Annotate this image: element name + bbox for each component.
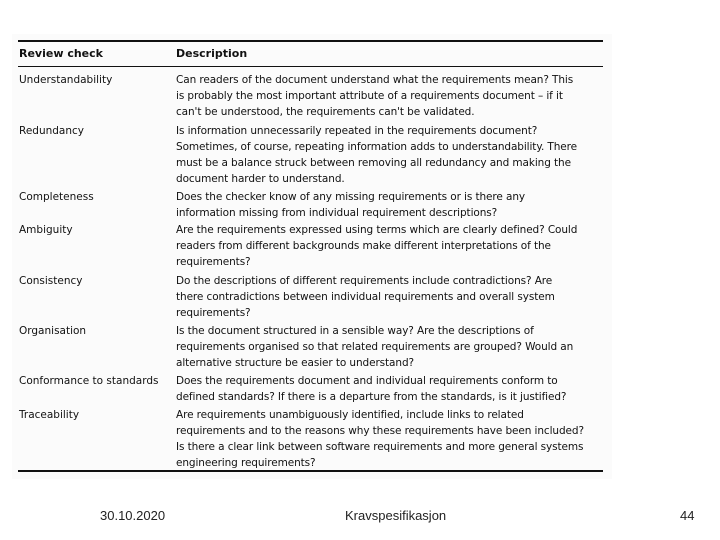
description-line: requirements? <box>176 256 251 268</box>
review-check-name: Completeness <box>19 191 94 203</box>
page-number: 44 <box>680 508 695 523</box>
description-line: Sometimes, of course, repeating information adds to understandability. There <box>176 141 577 153</box>
review-check-description <box>176 273 555 321</box>
review-check-description <box>176 72 573 120</box>
description-line: Is there a clear link between software requirements and more general systems <box>176 441 584 453</box>
header-rule <box>18 66 603 67</box>
review-check-name: Ambiguity <box>19 224 73 236</box>
description-line: Is the document structured in a sensible way? Are the descriptions of <box>176 325 534 337</box>
review-check-description <box>176 407 584 471</box>
description-line: information missing from individual requirement descriptions? <box>176 207 498 219</box>
description-line: requirements organised so that related requirements are grouped? Would an <box>176 341 574 353</box>
review-check-name: Conformance to standards <box>19 375 159 387</box>
description-line: Does the checker know of any missing requirements or is there any <box>176 191 525 203</box>
description-line: Are the requirements expressed using terms which are clearly defined? Could <box>176 224 578 236</box>
review-check-name: Understandability <box>19 74 113 86</box>
description-line: readers from different backgrounds make different interpretations of the <box>176 240 551 252</box>
description-line: requirements and to the reasons why these requirements have been included? <box>176 425 584 437</box>
review-check-description <box>176 123 577 187</box>
review-check-description <box>176 323 573 371</box>
review-check-name: Consistency <box>19 275 83 287</box>
description-line: defined standards? If there is a departure from the standards, is it justified? <box>176 391 567 403</box>
review-check-name: Redundancy <box>19 125 84 137</box>
description-line: can't be understood, the requirements can't be validated. <box>176 106 475 118</box>
review-check-description <box>176 222 577 270</box>
header-review-check: Review check <box>19 47 103 60</box>
description-line: there contradictions between individual requirements and overall system <box>176 291 555 303</box>
description-line: Does the requirements document and individual requirements conform to <box>176 375 558 387</box>
review-check-name: Organisation <box>19 325 87 337</box>
description-line: requirements? <box>176 307 251 319</box>
description-line: alternative structure be easier to understand? <box>176 357 414 369</box>
footer-date: 30.10.2020 <box>100 508 166 523</box>
review-check-name: Traceability <box>19 409 80 421</box>
table-top-rule <box>18 40 603 42</box>
description-line: Can readers of the document understand what the requirements mean? This <box>176 74 574 86</box>
description-line: is probably the most important attribute of a requirements document – if it <box>176 90 563 102</box>
table-bottom-rule <box>18 470 603 472</box>
header-description: Description <box>176 47 248 60</box>
review-check-description <box>176 189 525 221</box>
description-line: document harder to understand. <box>176 173 345 185</box>
description-line: engineering requirements? <box>176 457 316 469</box>
description-line: Is information unnecessarily repeated in the requirements document? <box>176 125 538 137</box>
review-check-description <box>176 373 566 405</box>
description-line: must be a balance struck between removing all redundancy and making the <box>176 157 571 169</box>
description-line: Are requirements unambiguously identified, include links to related <box>176 409 524 421</box>
footer-title: Kravspesifikasjon <box>345 508 447 523</box>
description-line: Do the descriptions of different requirements include contradictions? Are <box>176 275 553 287</box>
